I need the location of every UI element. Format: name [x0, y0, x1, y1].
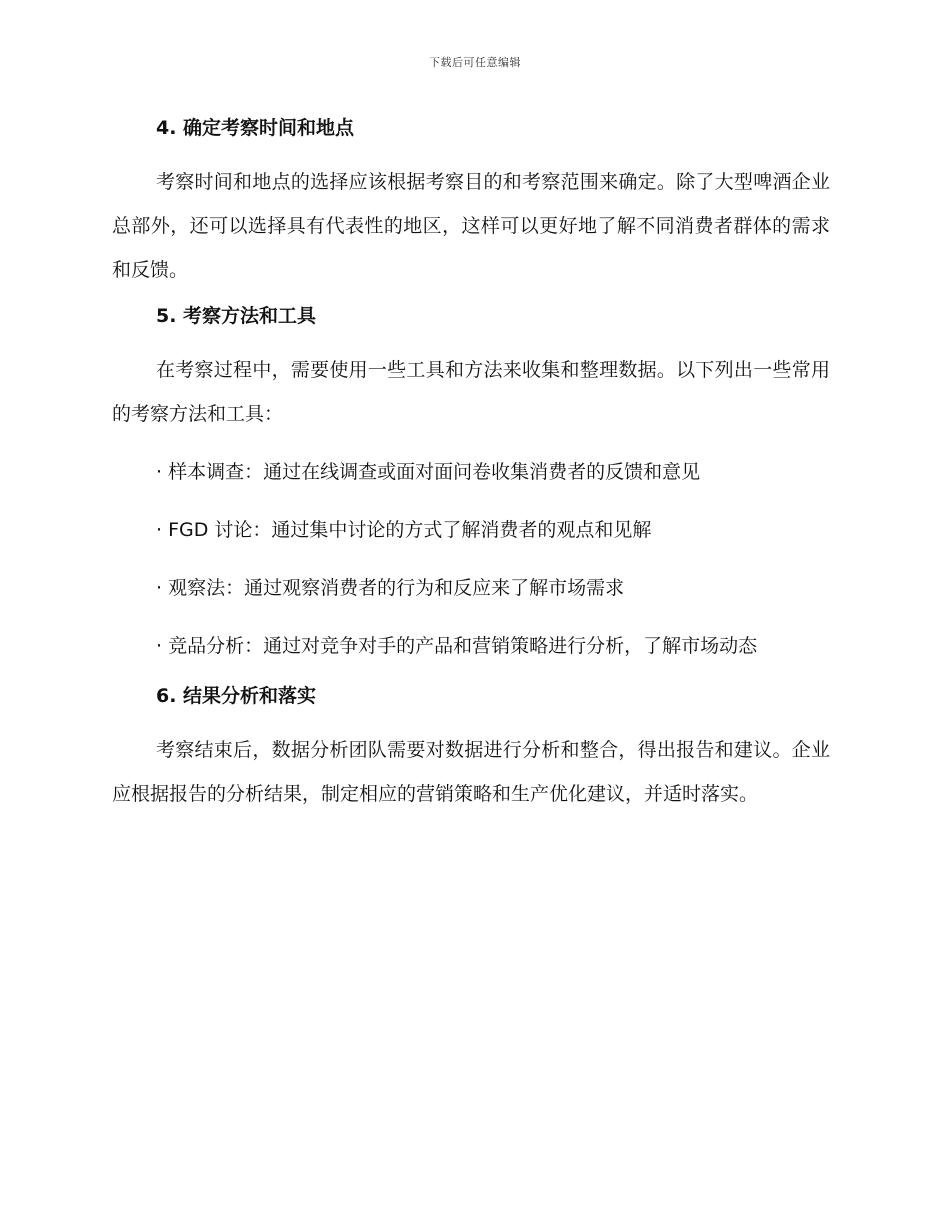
- section-4-heading: 4. 确定考察时间和地点: [156, 117, 355, 139]
- section-6-body: 考察结束后，数据分析团队需要对数据进行分析和整合，得出报告和建议。企业应根据报告的分析结果，制定相应的营销策略和生产优化建议，并适时落实。: [112, 739, 830, 805]
- bullet-observation: · 观察法：通过观察消费者的行为和反应来了解市场需求: [156, 577, 625, 599]
- document-content: [112, 112, 830, 816]
- bullet-competitor-analysis: · 竞品分析：通过对竞争对手的产品和营销策略进行分析，了解市场动态: [156, 635, 758, 657]
- section-5-body: 在考察过程中，需要使用一些工具和方法来收集和整理数据。以下列出一些常用的考察方法和工具：: [112, 359, 830, 425]
- bullet-fgd-discussion: · FGD 讨论：通过集中讨论的方式了解消费者的观点和见解: [156, 519, 652, 541]
- section-6-heading: 6. 结果分析和落实: [156, 685, 317, 707]
- section-4-body: 考察时间和地点的选择应该根据考察目的和考察范围来确定。除了大型啤酒企业总部外，还可以选择具有代表性的地区，这样可以更好地了解不同消费者群体的需求和反馈。: [112, 171, 830, 281]
- section-5-heading: 5. 考察方法和工具: [156, 305, 317, 327]
- bullet-sample-survey: · 样本调查：通过在线调查或面对面问卷收集消费者的反馈和意见: [156, 461, 701, 483]
- header-note: 下载后可任意编辑: [429, 56, 521, 69]
